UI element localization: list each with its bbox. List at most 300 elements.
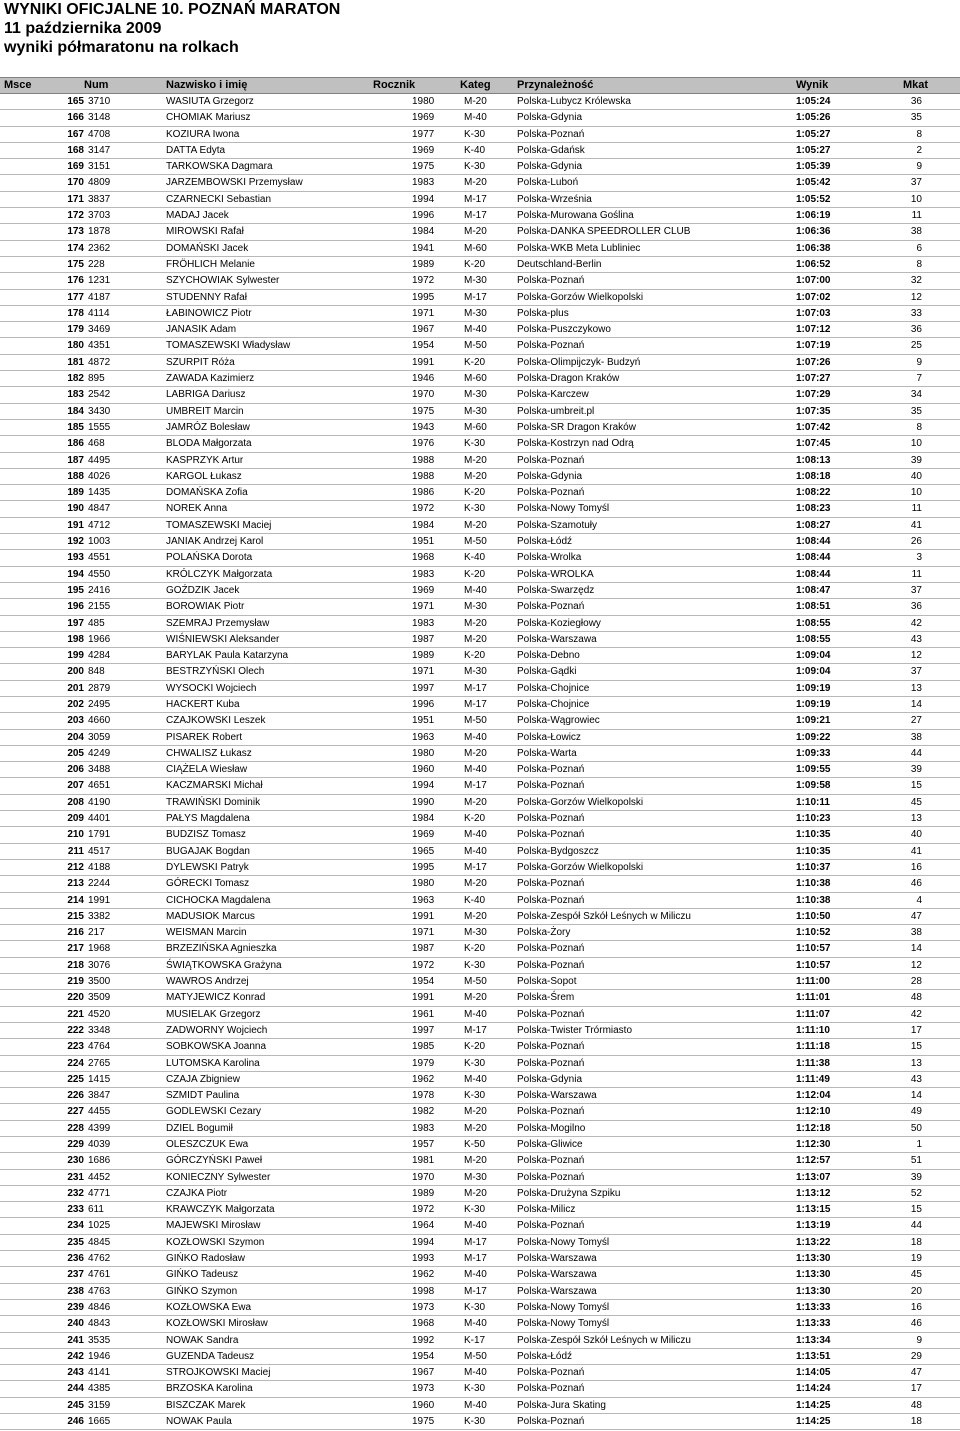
- cell-time: 1:09:55: [796, 764, 831, 776]
- cell-num: 2542: [88, 389, 111, 401]
- cell-club: Polska-Nowy Tomyśl: [517, 1301, 610, 1313]
- cell-time: 1:09:19: [796, 682, 831, 694]
- cell-num: 4872: [88, 356, 111, 368]
- cell-mkat: 19: [910, 1253, 922, 1265]
- cell-club: Polska-Warszawa: [517, 1253, 597, 1265]
- cell-time: 1:06:38: [796, 242, 831, 254]
- cell-club: Polska-Dragon Kraków: [517, 373, 620, 385]
- cell-msce: 207: [67, 780, 84, 792]
- cell-name: POLAŃSKA Dorota: [166, 552, 253, 564]
- cell-mkat: 40: [910, 470, 922, 482]
- cell-year: 1996: [412, 210, 435, 222]
- cell-cat: M-20: [464, 96, 487, 107]
- cell-club: Polska-Bydgoszcz: [517, 845, 599, 857]
- cell-mkat: 41: [910, 845, 922, 857]
- cell-time: 1:11:01: [796, 992, 830, 1004]
- cell-club: Polska-Gdynia: [517, 470, 583, 482]
- cell-club: Polska-Śrem: [517, 992, 575, 1004]
- cell-name: GIŃKO Radosław: [166, 1253, 245, 1265]
- cell-club: Polska-Drużyna Szpiku: [517, 1187, 621, 1199]
- cell-cat: M-30: [464, 389, 487, 401]
- cell-num: 4551: [88, 552, 111, 564]
- table-header: [0, 77, 960, 94]
- cell-mkat: 37: [910, 177, 922, 189]
- cell-year: 1993: [412, 1253, 435, 1265]
- cell-num: 3847: [88, 1090, 111, 1102]
- cell-name: CHWALISZ Łukasz: [166, 747, 252, 759]
- cell-club: Polska-SR Dragon Kraków: [517, 421, 636, 433]
- table-row: [0, 648, 960, 664]
- cell-name: CZAJKOWSKI Leszek: [166, 715, 266, 727]
- cell-time: 1:09:19: [796, 698, 831, 710]
- cell-msce: 225: [67, 1073, 84, 1085]
- cell-msce: 233: [67, 1204, 84, 1216]
- cell-year: 1971: [412, 666, 435, 678]
- cell-name: LUTOMSKA Karolina: [166, 1057, 260, 1069]
- cell-year: 1975: [412, 161, 435, 173]
- cell-num: 4399: [88, 1122, 111, 1134]
- cell-club: Polska-Poznań: [517, 1220, 585, 1232]
- cell-num: 2879: [88, 682, 111, 694]
- cell-cat: K-20: [464, 1041, 486, 1053]
- table-row: [0, 1365, 960, 1381]
- cell-num: 1966: [88, 633, 111, 645]
- cell-club: Polska-Gdynia: [517, 161, 583, 173]
- table-row: [0, 355, 960, 371]
- cell-cat: M-30: [464, 601, 487, 613]
- cell-time: 1:08:55: [796, 633, 831, 645]
- cell-mkat: 46: [910, 878, 922, 890]
- cell-mkat: 8: [916, 421, 922, 433]
- table-row: [0, 746, 960, 762]
- cell-num: 4846: [88, 1301, 111, 1313]
- cell-num: 485: [88, 617, 105, 629]
- cell-num: 2416: [88, 584, 111, 596]
- cell-msce: 206: [67, 764, 84, 776]
- cell-mkat: 32: [910, 275, 922, 287]
- cell-time: 1:13:19: [796, 1220, 831, 1232]
- cell-num: 4708: [88, 128, 111, 140]
- cell-mkat: 46: [910, 1318, 922, 1330]
- cell-name: STROJKOWSKI Maciej: [166, 1367, 271, 1379]
- cell-msce: 194: [67, 568, 84, 580]
- table-row: [0, 1300, 960, 1316]
- table-row: [0, 616, 960, 632]
- cell-num: 3488: [88, 764, 111, 776]
- cell-num: 2362: [88, 242, 111, 254]
- cell-name: BRZOSKA Karolina: [166, 1383, 253, 1395]
- cell-name: WAWROS Andrzej: [166, 976, 249, 988]
- cell-time: 1:06:52: [796, 258, 831, 270]
- cell-mkat: 39: [910, 1171, 922, 1183]
- cell-num: 895: [88, 373, 105, 385]
- table-row: [0, 1137, 960, 1153]
- cell-name: CHOMIAK Mariusz: [166, 112, 251, 124]
- cell-msce: 180: [67, 340, 84, 352]
- table-row: [0, 94, 960, 110]
- table-row: [0, 762, 960, 778]
- cell-year: 1972: [412, 959, 435, 971]
- cell-cat: M-60: [464, 373, 487, 385]
- cell-name: KARGOL Łukasz: [166, 470, 242, 482]
- cell-time: 1:05:27: [796, 144, 831, 156]
- cell-mkat: 34: [910, 389, 922, 401]
- cell-club: Polska-Warszawa: [517, 1285, 597, 1297]
- table-row: [0, 1023, 960, 1039]
- cell-msce: 177: [67, 291, 84, 303]
- cell-year: 1967: [412, 324, 435, 336]
- cell-club: Polska-Warszawa: [517, 1269, 597, 1281]
- table-row: [0, 1316, 960, 1332]
- table-row: [0, 974, 960, 990]
- cell-num: 3509: [88, 992, 111, 1004]
- cell-cat: K-20: [464, 943, 486, 955]
- header-num: Num: [84, 79, 109, 91]
- cell-num: 4039: [88, 1139, 111, 1150]
- cell-time: 1:10:38: [796, 894, 831, 906]
- cell-cat: K-30: [464, 438, 486, 450]
- cell-time: 1:09:58: [796, 780, 831, 792]
- cell-time: 1:13:33: [796, 1318, 831, 1330]
- cell-year: 1960: [412, 764, 435, 776]
- cell-time: 1:10:38: [796, 878, 831, 890]
- cell-time: 1:07:02: [796, 291, 831, 303]
- cell-club: Polska-Zespół Szkół Leśnych w Miliczu: [517, 910, 691, 922]
- cell-time: 1:08:44: [796, 552, 831, 564]
- cell-num: 3703: [88, 210, 111, 222]
- cell-time: 1:14:25: [796, 1416, 831, 1428]
- cell-time: 1:08:22: [796, 487, 831, 499]
- cell-year: 1968: [412, 1318, 435, 1330]
- cell-num: 1991: [88, 894, 111, 906]
- cell-num: 4762: [88, 1253, 111, 1265]
- cell-mkat: 51: [910, 1155, 922, 1167]
- table-row: [0, 224, 960, 240]
- cell-msce: 203: [67, 715, 84, 727]
- cell-name: KOZŁOWSKI Szymon: [166, 1236, 265, 1248]
- cell-year: 1963: [412, 731, 435, 743]
- cell-mkat: 17: [910, 1383, 922, 1395]
- cell-num: 4550: [88, 568, 111, 580]
- cell-mkat: 45: [910, 796, 922, 808]
- cell-time: 1:07:19: [796, 340, 831, 352]
- cell-year: 1946: [412, 373, 435, 385]
- cell-name: CIĄŻELA Wiesław: [166, 764, 248, 776]
- cell-cat: K-30: [464, 503, 486, 515]
- cell-num: 1686: [88, 1155, 111, 1167]
- cell-mkat: 38: [910, 731, 922, 743]
- cell-year: 1975: [412, 1416, 435, 1428]
- cell-year: 1967: [412, 1367, 435, 1379]
- cell-num: 1435: [88, 487, 111, 499]
- cell-year: 1961: [412, 1008, 435, 1020]
- cell-club: Polska-Nowy Tomyśl: [517, 503, 610, 515]
- header-name: Nazwisko i imię: [166, 79, 248, 91]
- table-row: [0, 1121, 960, 1137]
- cell-cat: M-20: [464, 910, 487, 922]
- cell-cat: K-17: [464, 1334, 486, 1346]
- table-row: [0, 1186, 960, 1202]
- cell-mkat: 13: [910, 682, 922, 694]
- cell-name: DYLEWSKI Patryk: [166, 861, 249, 873]
- cell-year: 1981: [412, 1155, 435, 1167]
- cell-mkat: 29: [910, 1350, 922, 1362]
- cell-club: Polska-Poznań: [517, 1367, 585, 1379]
- cell-cat: M-30: [464, 275, 487, 287]
- table-row: [0, 1398, 960, 1414]
- header-mkat: Mkat: [903, 79, 929, 91]
- cell-name: SOBKOWSKA Joanna: [166, 1041, 267, 1053]
- cell-year: 1972: [412, 275, 435, 287]
- cell-msce: 236: [67, 1253, 84, 1265]
- cell-time: 1:13:30: [796, 1285, 831, 1297]
- cell-year: 1983: [412, 568, 435, 580]
- cell-name: NOREK Anna: [166, 503, 228, 515]
- cell-cat: M-40: [464, 324, 487, 336]
- cell-time: 1:10:50: [796, 910, 831, 922]
- cell-club: Polska-Poznań: [517, 601, 585, 613]
- cell-msce: 245: [67, 1399, 84, 1411]
- cell-msce: 241: [67, 1334, 84, 1346]
- cell-num: 2244: [88, 878, 111, 890]
- cell-mkat: 44: [910, 1220, 922, 1232]
- cell-time: 1:07:29: [796, 389, 831, 401]
- cell-mkat: 47: [910, 1367, 922, 1379]
- cell-mkat: 50: [910, 1122, 922, 1134]
- table-row: [0, 127, 960, 143]
- cell-num: 3348: [88, 1024, 111, 1036]
- cell-num: 4141: [88, 1367, 111, 1379]
- table-row: [0, 1333, 960, 1349]
- cell-time: 1:14:25: [796, 1399, 831, 1411]
- cell-name: WYSOCKI Wojciech: [166, 682, 257, 694]
- cell-year: 1975: [412, 405, 435, 417]
- cell-num: 4187: [88, 291, 111, 303]
- cell-cat: K-30: [464, 959, 486, 971]
- cell-msce: 212: [67, 861, 84, 873]
- cell-year: 1983: [412, 177, 435, 189]
- cell-name: LABRIGA Dariusz: [166, 389, 246, 401]
- cell-name: GUZENDA Tadeusz: [166, 1350, 255, 1362]
- cell-num: 4847: [88, 503, 111, 515]
- cell-mkat: 44: [910, 747, 922, 759]
- cell-cat: M-60: [464, 242, 487, 254]
- cell-num: 2495: [88, 698, 111, 710]
- cell-num: 3469: [88, 324, 111, 336]
- cell-mkat: 37: [910, 584, 922, 596]
- cell-club: Polska-Poznań: [517, 1171, 585, 1183]
- cell-mkat: 42: [910, 1008, 922, 1020]
- cell-club: Polska-Koziegłowy: [517, 617, 601, 629]
- cell-cat: M-40: [464, 845, 487, 857]
- cell-mkat: 9: [916, 1334, 922, 1346]
- cell-msce: 204: [67, 731, 84, 743]
- header-time: Wynik: [796, 79, 829, 91]
- cell-cat: M-20: [464, 617, 487, 629]
- cell-time: 1:05:27: [796, 128, 831, 140]
- table-row: [0, 159, 960, 175]
- cell-msce: 210: [67, 829, 84, 841]
- cell-mkat: 16: [910, 861, 922, 873]
- table-row: [0, 925, 960, 941]
- cell-cat: M-17: [464, 1285, 487, 1297]
- cell-time: 1:05:26: [796, 112, 831, 124]
- cell-time: 1:08:13: [796, 454, 831, 466]
- cell-cat: K-40: [464, 144, 486, 156]
- cell-name: HACKERT Kuba: [166, 698, 240, 710]
- cell-year: 1971: [412, 927, 435, 939]
- table-row: [0, 599, 960, 615]
- cell-time: 1:10:37: [796, 861, 831, 873]
- cell-time: 1:08:44: [796, 536, 831, 548]
- cell-mkat: 11: [911, 210, 922, 222]
- cell-year: 1941: [412, 242, 435, 254]
- cell-year: 1991: [412, 910, 435, 922]
- cell-msce: 190: [67, 503, 84, 515]
- cell-year: 1962: [412, 1269, 435, 1281]
- cell-mkat: 52: [910, 1187, 922, 1199]
- cell-cat: M-40: [464, 731, 487, 743]
- cell-msce: 235: [67, 1236, 84, 1248]
- cell-name: WIŚNIEWSKI Aleksander: [166, 633, 280, 645]
- table-row: [0, 876, 960, 892]
- cell-msce: 176: [67, 275, 84, 287]
- cell-club: Polska-Poznań: [517, 764, 585, 776]
- cell-msce: 201: [67, 682, 84, 694]
- table-row: [0, 1007, 960, 1023]
- cell-mkat: 39: [910, 454, 922, 466]
- cell-year: 1969: [412, 112, 435, 124]
- table-row: [0, 730, 960, 746]
- cell-name: ZAWADA Kazimierz: [166, 373, 255, 385]
- cell-time: 1:13:51: [796, 1350, 831, 1362]
- cell-cat: M-30: [464, 927, 487, 939]
- cell-num: 2155: [88, 601, 111, 613]
- cell-num: 4660: [88, 715, 111, 727]
- cell-name: TOMASZEWSKI Maciej: [166, 519, 272, 531]
- cell-club: Polska-Chojnice: [517, 682, 590, 694]
- table-row: [0, 192, 960, 208]
- cell-year: 1969: [412, 144, 435, 156]
- cell-cat: M-20: [464, 1122, 487, 1134]
- cell-year: 1985: [412, 1041, 435, 1053]
- cell-club: Polska-Twister Trórmiasto: [517, 1024, 633, 1036]
- cell-name: JANASIK Adam: [166, 324, 237, 336]
- cell-cat: M-40: [464, 1008, 487, 1020]
- cell-mkat: 7: [916, 373, 922, 385]
- cell-cat: K-30: [464, 1416, 486, 1428]
- cell-time: 1:07:03: [796, 307, 831, 319]
- cell-club: Polska-Poznań: [517, 487, 585, 499]
- table-row: [0, 1056, 960, 1072]
- cell-cat: M-20: [464, 454, 487, 466]
- cell-cat: M-20: [464, 633, 487, 645]
- cell-year: 1983: [412, 617, 435, 629]
- cell-club: Polska-Gdynia: [517, 1073, 583, 1085]
- cell-club: Polska-Mogilno: [517, 1122, 586, 1134]
- table-row: [0, 893, 960, 909]
- cell-mkat: 39: [910, 764, 922, 776]
- cell-club: Polska-umbreit.pl: [517, 405, 595, 417]
- cell-num: 848: [88, 666, 105, 678]
- cell-num: 4845: [88, 1236, 111, 1248]
- cell-time: 1:06:19: [796, 210, 831, 222]
- table-row: [0, 990, 960, 1006]
- cell-num: 1415: [88, 1073, 111, 1085]
- cell-year: 1990: [412, 796, 435, 808]
- table-row: [0, 306, 960, 322]
- table-row: [0, 469, 960, 485]
- cell-year: 1994: [412, 193, 435, 205]
- cell-msce: 178: [67, 307, 84, 319]
- cell-num: 4401: [88, 813, 111, 825]
- cell-mkat: 26: [910, 536, 922, 548]
- cell-club: Polska-Jura Skating: [517, 1399, 606, 1411]
- cell-time: 1:08:51: [796, 601, 831, 613]
- cell-time: 1:12:10: [796, 1106, 831, 1118]
- cell-cat: M-50: [464, 976, 487, 988]
- table-row: [0, 664, 960, 680]
- cell-cat: M-20: [464, 226, 487, 238]
- cell-name: TRAWIŃSKI Dominik: [166, 796, 261, 808]
- cell-cat: M-50: [464, 536, 487, 548]
- cell-msce: 199: [67, 650, 84, 662]
- cell-name: KACZMARSKI Michał: [166, 780, 263, 792]
- cell-club: Polska-WKB Meta Lubliniec: [517, 242, 641, 254]
- cell-cat: M-17: [464, 193, 487, 205]
- table-row: [0, 827, 960, 843]
- cell-name: BISZCZAK Marek: [166, 1399, 246, 1411]
- cell-mkat: 47: [910, 910, 922, 922]
- cell-year: 1984: [412, 813, 435, 825]
- cell-year: 1976: [412, 438, 435, 450]
- cell-year: 1978: [412, 1090, 435, 1102]
- cell-num: 4188: [88, 861, 111, 873]
- cell-club: Polska-Łódź: [517, 536, 573, 548]
- cell-club: Polska-Poznań: [517, 894, 585, 906]
- cell-year: 1979: [412, 1057, 435, 1069]
- cell-name: MIROWSKI Rafał: [166, 226, 244, 238]
- cell-time: 1:10:57: [796, 943, 831, 955]
- cell-club: Polska-Puszczykowo: [517, 324, 611, 336]
- cell-msce: 239: [67, 1301, 84, 1313]
- cell-cat: M-20: [464, 992, 487, 1004]
- cell-name: WASIUTA Grzegorz: [166, 96, 254, 107]
- cell-year: 1987: [412, 633, 435, 645]
- cell-msce: 166: [67, 112, 84, 124]
- cell-mkat: 35: [910, 405, 922, 417]
- cell-mkat: 9: [916, 356, 922, 368]
- cell-time: 1:12:30: [796, 1139, 831, 1150]
- cell-mkat: 9: [916, 161, 922, 173]
- cell-name: DOMAŃSKI Jacek: [166, 242, 249, 254]
- cell-cat: M-17: [464, 1024, 487, 1036]
- cell-msce: 214: [67, 894, 84, 906]
- cell-club: Polska-Swarzędz: [517, 584, 595, 596]
- cell-club: Polska-Poznań: [517, 1008, 585, 1020]
- cell-num: 3837: [88, 193, 111, 205]
- cell-num: 217: [88, 927, 105, 939]
- cell-cat: K-30: [464, 1383, 486, 1395]
- cell-time: 1:10:23: [796, 813, 831, 825]
- cell-mkat: 35: [910, 112, 922, 124]
- cell-club: Polska-Gądki: [517, 666, 577, 678]
- cell-msce: 205: [67, 747, 84, 759]
- cell-club: Polska-Żory: [517, 927, 571, 939]
- table-row: [0, 1202, 960, 1218]
- cell-club: Polska-Łowicz: [517, 731, 581, 743]
- cell-name: GIŃKO Tadeusz: [166, 1269, 239, 1281]
